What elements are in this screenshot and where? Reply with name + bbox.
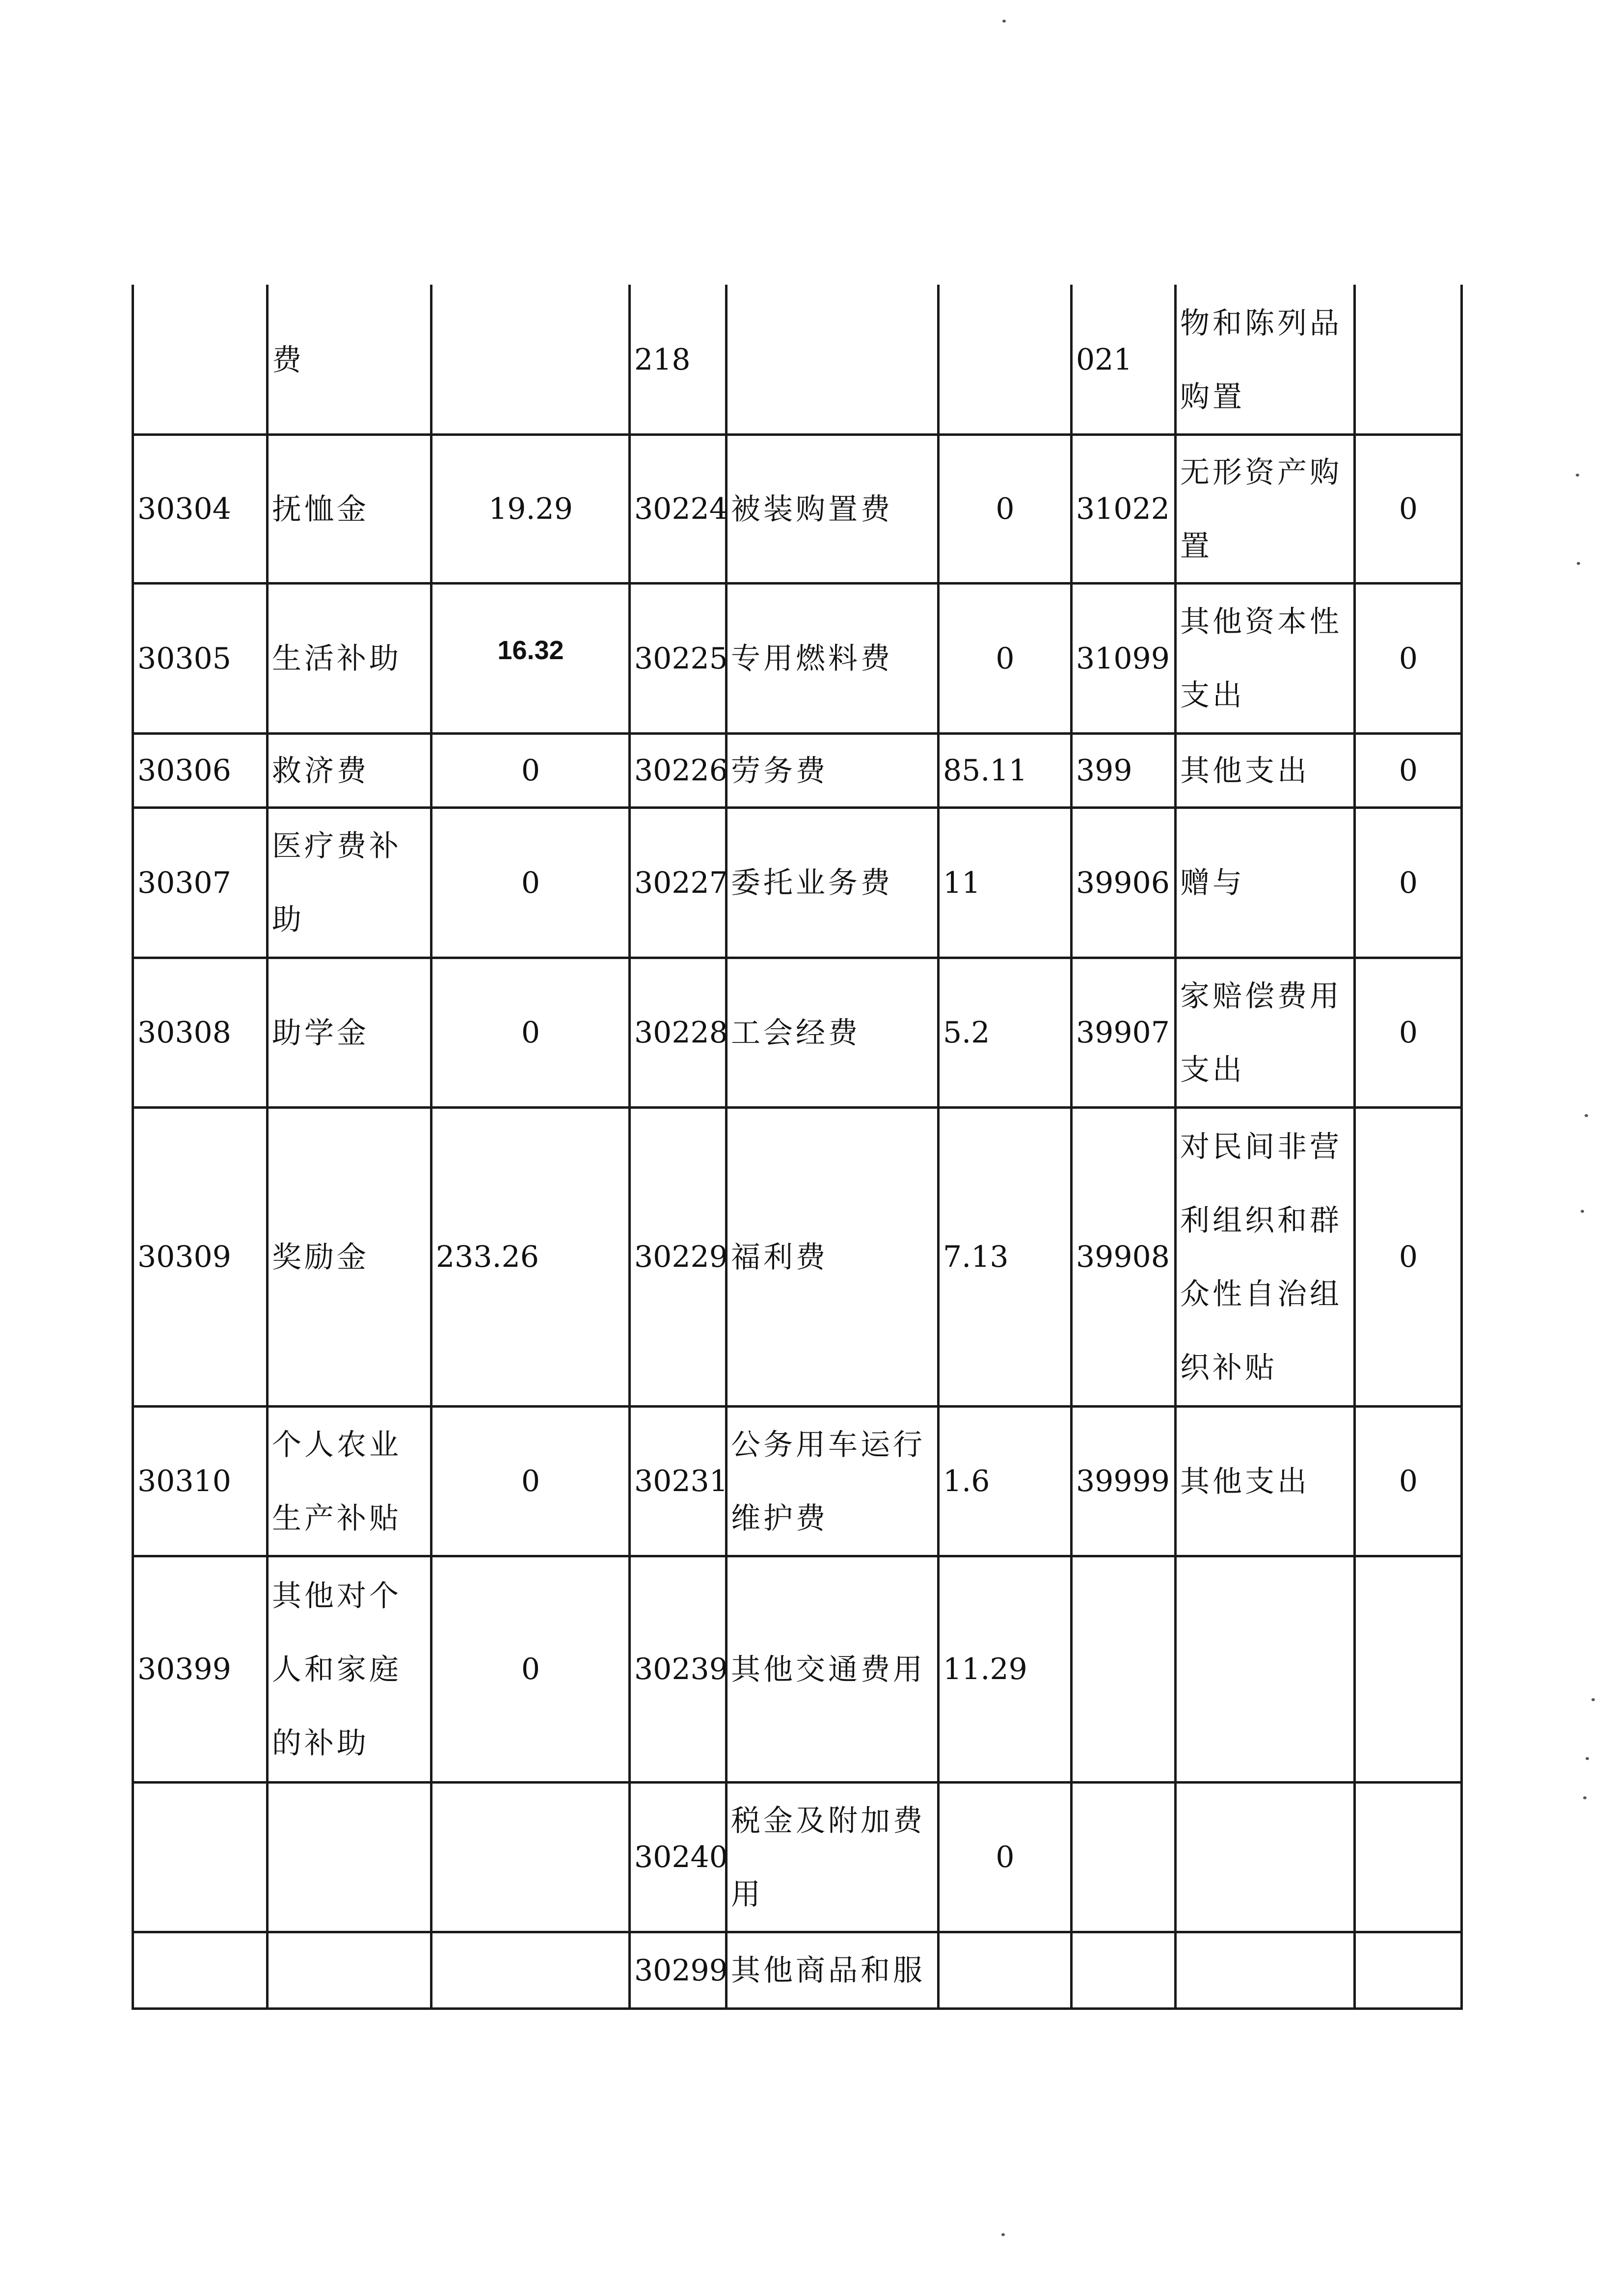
econ-code-3-cell xyxy=(1073,1408,1174,1555)
item-name-1-cell xyxy=(269,1934,430,2007)
econ-code-1-cell xyxy=(135,1558,266,1781)
econ-code-2-cell xyxy=(631,1558,728,1781)
econ-code-2: 30240 xyxy=(634,1840,728,1874)
amount-1: 0 xyxy=(521,1015,540,1050)
econ-code-3-cell xyxy=(1073,287,1174,433)
amount-3-cell xyxy=(1356,436,1460,582)
amount-3-cell xyxy=(1356,1934,1460,2007)
amount-2-cell xyxy=(940,809,1070,957)
econ-code-2: 30231 xyxy=(634,1464,728,1498)
item-name-2-cell xyxy=(728,287,937,433)
econ-code-1-cell xyxy=(135,1934,266,2007)
amount-1: 0 xyxy=(521,865,540,900)
item-name-2: 福利费 xyxy=(731,1240,828,1275)
econ-code-2-cell xyxy=(631,960,728,1106)
amount-1: 16.32 xyxy=(497,636,564,665)
item-name-3-cell xyxy=(1177,1784,1353,1931)
econ-code-2-cell xyxy=(631,1109,728,1405)
item-name-3-cell xyxy=(1177,1934,1353,2007)
amount-1: 19.29 xyxy=(488,492,573,526)
item-name-1-cell xyxy=(269,735,430,806)
item-name-3: 其他资本性支出 xyxy=(1180,605,1342,713)
econ-code-1-cell xyxy=(135,960,266,1106)
item-name-2-cell xyxy=(728,809,937,957)
econ-code-2-cell xyxy=(631,585,728,732)
amount-3: 0 xyxy=(1399,1240,1418,1274)
amount-1: 0 xyxy=(521,753,540,788)
item-name-1-cell xyxy=(269,436,430,582)
amount-3: 0 xyxy=(1399,1464,1418,1498)
item-name-1: 抚恤金 xyxy=(272,492,369,527)
econ-code-3-cell xyxy=(1073,809,1174,957)
scan-speck xyxy=(1002,20,1006,23)
item-name-2-cell xyxy=(728,1109,937,1405)
econ-code-1: 30309 xyxy=(137,1240,231,1274)
amount-3-cell xyxy=(1356,585,1460,732)
scan-speck xyxy=(1583,1796,1587,1799)
item-name-2-cell xyxy=(728,960,937,1106)
amount-3-cell xyxy=(1356,1109,1460,1405)
item-name-3: 物和陈列品购置 xyxy=(1180,306,1342,414)
econ-code-2-cell xyxy=(631,735,728,806)
econ-code-1: 30308 xyxy=(137,1015,231,1050)
item-name-2: 被装购置费 xyxy=(731,492,893,527)
amount-1-cell xyxy=(433,1408,628,1555)
item-name-1: 奖励金 xyxy=(272,1240,369,1275)
econ-code-2: 30299 xyxy=(634,1953,728,1988)
amount-2: 0 xyxy=(996,641,1015,676)
econ-code-1: 30305 xyxy=(137,641,231,676)
amount-1-cell xyxy=(433,585,628,732)
amount-3-cell xyxy=(1356,1784,1460,1931)
econ-code-3-cell xyxy=(1073,735,1174,806)
item-name-3: 对民间非营利组织和群众性自治组织补贴 xyxy=(1180,1129,1342,1385)
econ-code-2: 30228 xyxy=(634,1015,728,1050)
amount-2: 11.29 xyxy=(943,1652,1027,1686)
econ-code-3: 39999 xyxy=(1076,1464,1170,1498)
table-column-rule xyxy=(1460,285,1463,2010)
item-name-2: 劳务费 xyxy=(731,753,828,788)
econ-code-2: 218 xyxy=(634,343,691,377)
item-name-3-cell xyxy=(1177,735,1353,806)
amount-3-cell xyxy=(1356,960,1460,1106)
item-name-1: 其他对个人和家庭的补助 xyxy=(272,1578,402,1761)
table-row-rule xyxy=(132,1931,1463,1933)
item-name-1: 救济费 xyxy=(272,753,369,788)
item-name-1-cell xyxy=(269,1408,430,1555)
econ-code-2: 30226 xyxy=(634,753,728,788)
econ-code-2: 30227 xyxy=(634,865,728,900)
item-name-2: 工会经费 xyxy=(731,1015,861,1050)
econ-code-2: 30224 xyxy=(634,492,728,526)
item-name-1: 个人农业生产补贴 xyxy=(272,1427,402,1536)
econ-code-2: 30239 xyxy=(634,1652,728,1686)
econ-code-3-cell xyxy=(1073,1558,1174,1781)
amount-3: 0 xyxy=(1399,492,1418,526)
item-name-1-cell xyxy=(269,1558,430,1781)
scan-speck xyxy=(1585,1114,1588,1117)
amount-1-cell xyxy=(433,1934,628,2007)
item-name-3: 无形资产购置 xyxy=(1180,455,1342,563)
amount-1-cell xyxy=(433,287,628,433)
item-name-1-cell xyxy=(269,809,430,957)
table-column-rule xyxy=(1353,285,1356,2010)
amount-2-cell xyxy=(940,1784,1070,1931)
table-column-rule xyxy=(132,285,134,2010)
item-name-1: 医疗费补助 xyxy=(272,829,402,937)
econ-code-1: 30307 xyxy=(137,865,231,900)
econ-code-3-cell xyxy=(1073,1109,1174,1405)
amount-3: 0 xyxy=(1399,641,1418,676)
table-row-rule xyxy=(132,2007,1463,2010)
item-name-2: 其他交通费用 xyxy=(731,1652,925,1687)
item-name-3-cell xyxy=(1177,287,1353,433)
econ-code-1: 30310 xyxy=(137,1464,231,1498)
item-name-2: 公务用车运行维护费 xyxy=(731,1427,925,1536)
scan-speck xyxy=(1577,562,1580,565)
item-name-1-cell xyxy=(269,585,430,732)
amount-2-cell xyxy=(940,436,1070,582)
item-name-1: 助学金 xyxy=(272,1015,369,1050)
item-name-3-cell xyxy=(1177,960,1353,1106)
amount-2: 7.13 xyxy=(943,1240,1009,1274)
amount-3: 0 xyxy=(1399,1015,1418,1050)
econ-code-3-cell xyxy=(1073,436,1174,582)
table-column-rule xyxy=(1070,285,1073,2010)
item-name-3-cell xyxy=(1177,1558,1353,1781)
amount-1: 0 xyxy=(521,1652,540,1686)
item-name-2-cell xyxy=(728,1558,937,1781)
amount-2-cell xyxy=(940,585,1070,732)
econ-code-1-cell xyxy=(135,735,266,806)
amount-2-cell xyxy=(940,960,1070,1106)
econ-code-1-cell xyxy=(135,287,266,433)
econ-code-1-cell xyxy=(135,585,266,732)
amount-1-cell xyxy=(433,1558,628,1781)
econ-code-3-cell xyxy=(1073,585,1174,732)
table-column-rule xyxy=(430,285,432,2010)
item-name-3: 其他支出 xyxy=(1180,1464,1310,1499)
scan-speck xyxy=(1581,1210,1584,1213)
econ-code-2-cell xyxy=(631,1408,728,1555)
amount-3-cell xyxy=(1356,287,1460,433)
amount-1-cell xyxy=(433,436,628,582)
econ-code-2-cell xyxy=(631,809,728,957)
table-column-rule xyxy=(1174,285,1177,2010)
amount-3: 0 xyxy=(1399,865,1418,900)
amount-1-cell xyxy=(433,809,628,957)
econ-code-3-cell xyxy=(1073,1784,1174,1931)
item-name-1: 费 xyxy=(272,343,304,377)
item-name-3-cell xyxy=(1177,436,1353,582)
econ-code-2-cell xyxy=(631,1934,728,2007)
amount-3: 0 xyxy=(1399,753,1418,788)
amount-2-cell xyxy=(940,1934,1070,2007)
econ-code-2: 30225 xyxy=(634,641,728,676)
amount-2-cell xyxy=(940,735,1070,806)
table-column-rule xyxy=(937,285,940,2010)
item-name-3-cell xyxy=(1177,1109,1353,1405)
item-name-3-cell xyxy=(1177,585,1353,732)
amount-1: 233.26 xyxy=(436,1240,539,1274)
scan-speck xyxy=(1591,1698,1595,1701)
econ-code-3: 31022 xyxy=(1076,492,1170,526)
econ-code-3: 39908 xyxy=(1076,1240,1170,1274)
amount-2-cell xyxy=(940,287,1070,433)
econ-code-1-cell xyxy=(135,1408,266,1555)
amount-2: 0 xyxy=(996,1840,1015,1874)
amount-2-cell xyxy=(940,1558,1070,1781)
item-name-2-cell xyxy=(728,585,937,732)
item-name-1-cell xyxy=(269,960,430,1106)
amount-2: 85.11 xyxy=(943,753,1027,788)
econ-code-1-cell xyxy=(135,1784,266,1931)
item-name-2: 专用燃料费 xyxy=(731,641,893,676)
amount-1-cell xyxy=(433,960,628,1106)
econ-code-3: 39906 xyxy=(1076,865,1170,900)
item-name-1-cell xyxy=(269,1784,430,1931)
amount-3-cell xyxy=(1356,1558,1460,1781)
amount-2: 0 xyxy=(996,492,1015,526)
econ-code-3: 399 xyxy=(1076,753,1132,788)
item-name-2-cell xyxy=(728,735,937,806)
econ-code-1: 30306 xyxy=(137,753,231,788)
econ-code-2-cell xyxy=(631,287,725,433)
item-name-2: 委托业务费 xyxy=(731,866,893,900)
amount-2: 11 xyxy=(943,865,981,900)
econ-code-1-cell xyxy=(135,436,266,582)
econ-code-1: 30304 xyxy=(137,492,231,526)
item-name-3-cell xyxy=(1177,1408,1353,1555)
econ-code-1-cell xyxy=(135,809,266,957)
econ-code-3: 39907 xyxy=(1076,1015,1170,1050)
econ-code-2-cell xyxy=(631,436,728,582)
econ-code-3: 31099 xyxy=(1076,641,1170,676)
amount-2-cell xyxy=(940,1109,1070,1405)
item-name-2-cell xyxy=(728,1784,937,1931)
item-name-3: 其他支出 xyxy=(1180,753,1310,788)
table-row-rule xyxy=(132,1781,1463,1784)
table-row-rule xyxy=(132,957,1463,959)
amount-3-cell xyxy=(1356,735,1460,806)
econ-code-3-cell xyxy=(1073,1934,1174,2007)
item-name-2: 税金及附加费用 xyxy=(731,1803,925,1912)
table-row-rule xyxy=(132,1555,1463,1557)
amount-3-cell xyxy=(1356,1408,1460,1555)
item-name-2-cell xyxy=(728,436,937,582)
econ-code-3: 021 xyxy=(1076,343,1132,377)
econ-code-1: 30399 xyxy=(137,1652,231,1686)
table-row-rule xyxy=(132,1405,1463,1408)
item-name-2-cell xyxy=(728,1408,937,1555)
amount-2: 5.2 xyxy=(943,1015,990,1050)
econ-code-2: 30229 xyxy=(634,1240,728,1274)
table-row-rule xyxy=(132,1106,1463,1109)
econ-code-3-cell xyxy=(1073,960,1174,1106)
table-column-rule xyxy=(628,285,631,2010)
scan-speck xyxy=(1576,474,1579,477)
amount-1-cell xyxy=(433,1109,628,1405)
amount-3-cell xyxy=(1356,809,1460,957)
scan-speck xyxy=(1001,2233,1005,2236)
item-name-2-cell xyxy=(728,1934,937,2007)
item-name-3: 家赔偿费用支出 xyxy=(1180,979,1342,1087)
amount-1: 0 xyxy=(521,1464,540,1498)
amount-2-cell xyxy=(940,1408,1070,1555)
econ-code-1-cell xyxy=(135,1109,266,1405)
item-name-3-cell xyxy=(1177,809,1353,957)
amount-1-cell xyxy=(433,1784,628,1931)
table-column-rule xyxy=(266,285,269,2010)
econ-code-2-cell xyxy=(631,1784,728,1931)
amount-2: 1.6 xyxy=(943,1464,990,1498)
item-name-3: 赠与 xyxy=(1180,866,1245,900)
scan-speck xyxy=(1586,1757,1589,1760)
table-column-rule xyxy=(725,285,727,2010)
item-name-1: 生活补助 xyxy=(272,641,402,676)
item-name-1-cell xyxy=(269,287,430,433)
amount-1-cell xyxy=(433,735,628,806)
item-name-1-cell xyxy=(269,1109,430,1405)
item-name-2: 其他商品和服 xyxy=(731,1953,925,1988)
